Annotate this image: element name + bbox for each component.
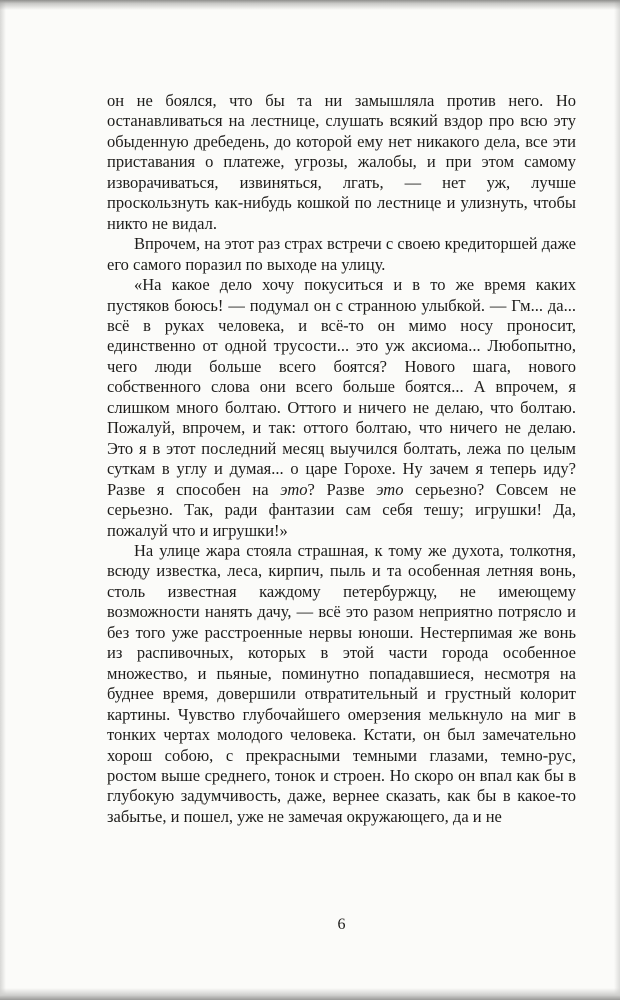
text-run: он не боялся, что бы та ни замышляла против него. Но останавливаться на лестнице, слушать всякий вздор про всю эту обыденную дребедень, до которой ему нет никакого дела, все эти приставания о платеже, угрозы, жалобы, и при этом самому изворачиваться, извиняться, лгать, — нет уж, лучше проскользнуть как-нибудь кошкой по лестнице и улизнуть, чтобы никто не видал. (107, 91, 576, 233)
paragraph (107, 541, 576, 827)
paragraph (107, 275, 576, 541)
paragraph (107, 234, 576, 275)
paragraph (107, 91, 576, 234)
page-left-edge-shading (0, 0, 6, 1000)
page-text (107, 91, 576, 827)
page-right-edge-shading (614, 0, 620, 1000)
text-run: ? Разве (307, 479, 377, 499)
text-run: На улице жара стояла страшная, к тому же духота, толкотня, всюду известка, леса, кирпич, пыль и та особенная летняя вонь, столь известная каждому петербуржцу, не имеющему возможности нанять дачу, — всё это разом неприятно потрясло и без того уже расстроенные нервы юноши. Нестерпимая же вонь из распивочных, которых в этой части города особенное множество, и пьяные, поминутно попадавшиеся, несмотря на буднее время, довершили отвратительный и грустный колорит картины. Чувство глубочайшего омерзения мелькнуло на миг в тонких чертах молодого человека. Кстати, он был замечательно хорош собою, с прекрасными темными глазами, темно-рус, ростом выше среднего, тонок и строен. Но скоро он впал как бы в глубокую задумчивость, даже, вернее сказать, как бы в какое-то забытье, и пошел, уже не замечая окружающего, да и не (107, 540, 576, 826)
page-top-edge-shading (0, 0, 620, 10)
text-run: Впрочем, на этот раз страх встречи с своею кредиторшей даже его самого поразил по выходе на улицу. (107, 234, 576, 274)
italic-text-run: это (376, 479, 404, 499)
italic-text-run: это (280, 479, 308, 499)
text-run: серьезно? Совсем не серьезно. Так, ради фантазии сам себя тешу; игрушки! Да, пожалуй что и игрушки!» (107, 479, 577, 540)
page-bottom-edge-shading (0, 988, 620, 1000)
text-run: «На какое дело хочу покуситься и в то же время каких пустяков боюсь! — подумал он с странною улыбкой. — Гм... да... всё в руках человека, и всё-то он мимо носу проносит, единственно от одной трусости... это уж аксиома... Любопытно, чего люди больше всего боятся? Нового шага, нового собственного слова они всего больше боятся... А впрочем, я слишком много болтаю. Оттого и ничего не делаю, что болтаю. Пожалуй, впрочем, и так: оттого болтаю, что ничего не делаю. Это я в этот последний месяц выучился болтать, лежа по целым суткам в углу и думая... о царе Горохе. Ну зачем я теперь иду? Разве я способен на (107, 275, 576, 499)
page-number: 6 (337, 916, 346, 933)
